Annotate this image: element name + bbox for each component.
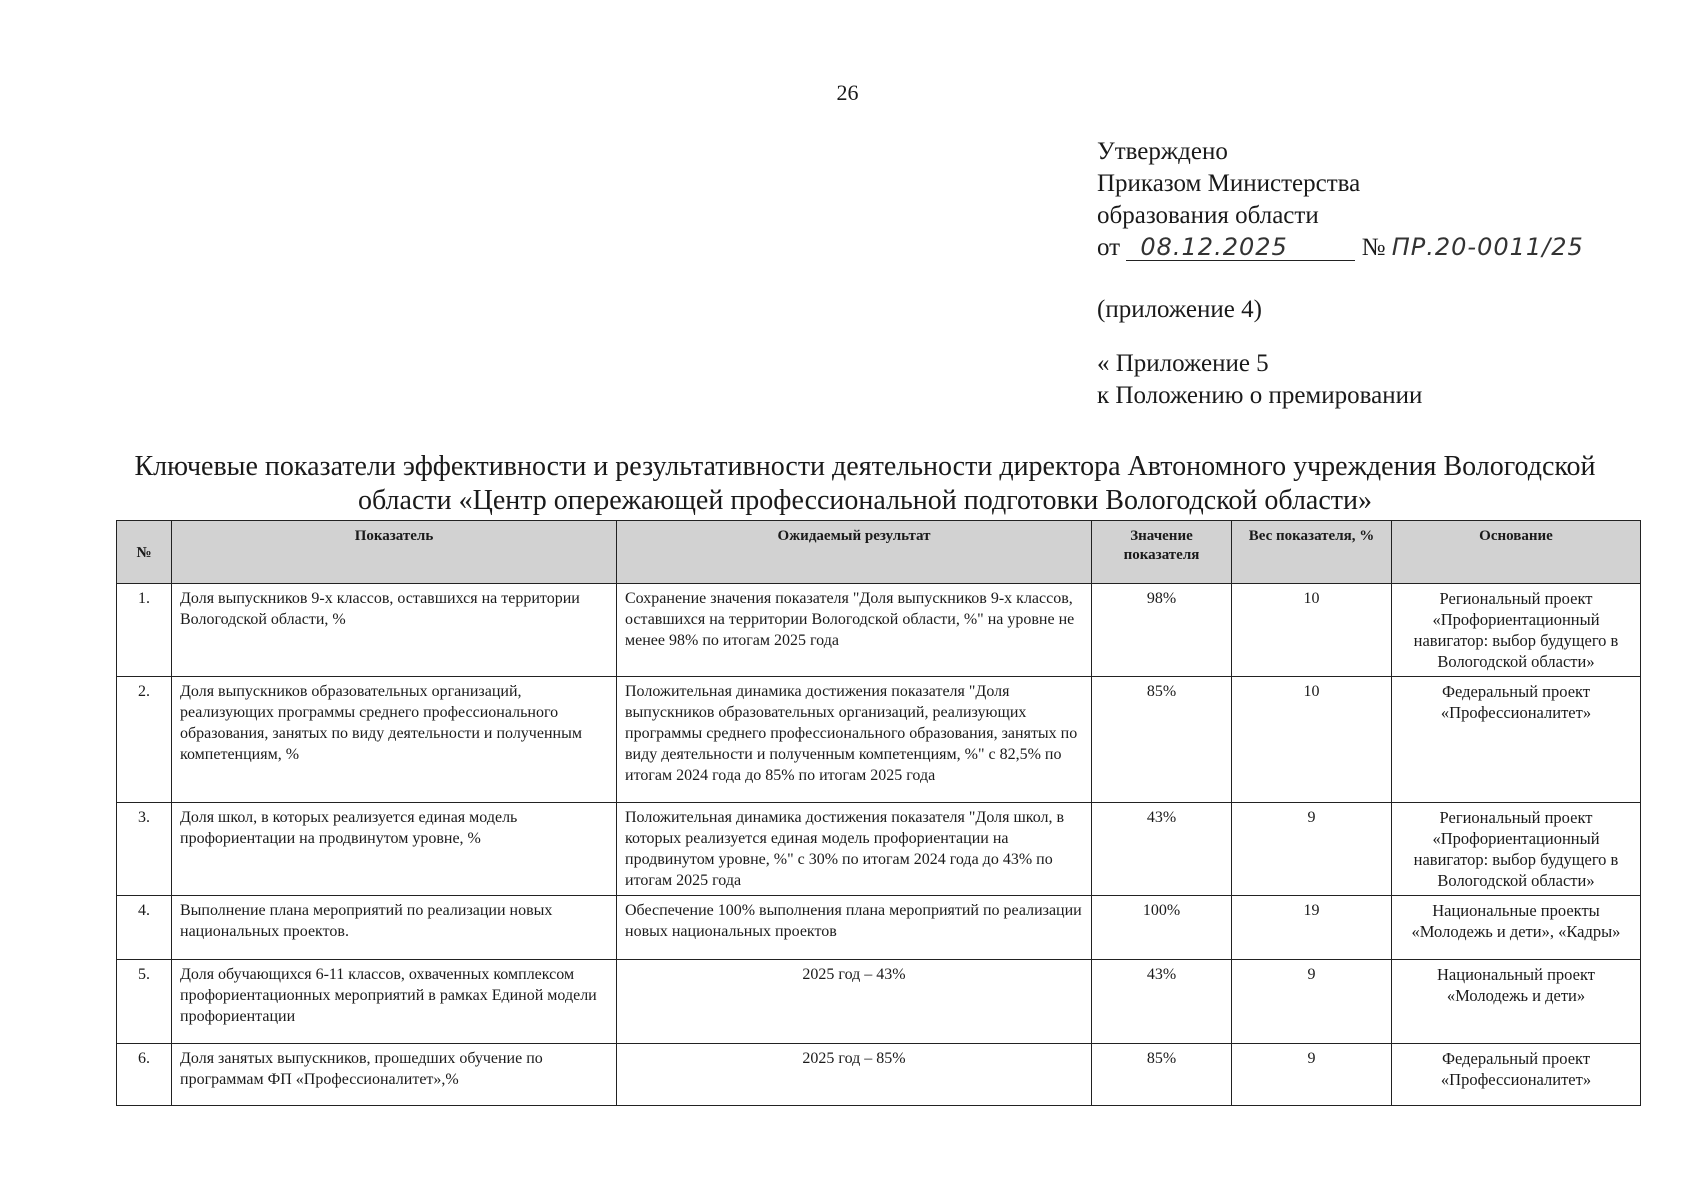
table-row xyxy=(117,803,1641,896)
row-weight: 9 xyxy=(1232,803,1392,896)
row-basis: Региональный проект «Профориентационный навигатор: выбор будущего в Вологодской области» xyxy=(1392,584,1641,677)
row-value: 85% xyxy=(1092,1044,1232,1106)
table-row xyxy=(117,960,1641,1044)
row-expected: Положительная динамика достижения показателя "Доля выпускников образовательных организаций, реализующих программы среднего профессионального образования, занятых по виду деятельности и полученным компетенциям, %" с 82,5% по итогам 2024 года до 85% по итогам 2025 года xyxy=(617,677,1092,803)
header-indicator: Показатель xyxy=(172,521,617,584)
row-basis: Национальный проект «Молодежь и дети» xyxy=(1392,960,1641,1044)
row-weight: 9 xyxy=(1232,1044,1392,1106)
approval-number-handwritten: ПР.20-0011/25 xyxy=(1391,233,1584,261)
row-no: 2. xyxy=(117,677,172,803)
approval-block xyxy=(1097,136,1647,412)
approval-date-number-line xyxy=(1097,232,1647,264)
appendix5-line1: « Приложение 5 xyxy=(1097,350,1269,377)
row-expected: 2025 год – 43% xyxy=(617,960,1092,1044)
row-no: 3. xyxy=(117,803,172,896)
approval-order-label: Приказом Министерства xyxy=(1097,170,1361,197)
row-value: 43% xyxy=(1092,803,1232,896)
row-weight: 10 xyxy=(1232,677,1392,803)
header-weight: Вес показателя, % xyxy=(1232,521,1392,584)
row-basis: Федеральный проект «Профессионалитет» xyxy=(1392,677,1641,803)
row-expected: Обеспечение 100% выполнения плана мероприятий по реализации новых национальных проектов xyxy=(617,896,1092,960)
header-value: Значение показателя xyxy=(1092,521,1232,584)
row-basis: Федеральный проект «Профессионалитет» xyxy=(1392,1044,1641,1106)
row-no: 5. xyxy=(117,960,172,1044)
row-weight: 9 xyxy=(1232,960,1392,1044)
row-indicator: Доля школ, в которых реализуется единая модель профориентации на продвинутом уровне, % xyxy=(172,803,617,896)
row-value: 43% xyxy=(1092,960,1232,1044)
approval-from-label: от xyxy=(1097,234,1121,261)
row-indicator: Доля обучающихся 6-11 классов, охваченных комплексом профориентационных мероприятий в рамках Единой модели профориентации xyxy=(172,960,617,1044)
row-weight: 19 xyxy=(1232,896,1392,960)
row-indicator: Доля выпускников 9-х классов, оставшихся на территории Вологодской области, % xyxy=(172,584,617,677)
header-expected: Ожидаемый результат xyxy=(617,521,1092,584)
page-number: 26 xyxy=(836,80,859,105)
table-row xyxy=(117,677,1641,803)
row-weight: 10 xyxy=(1232,584,1392,677)
kpi-table xyxy=(116,520,1641,1106)
row-indicator: Доля выпускников образовательных организаций, реализующих программы среднего профессионального образования, занятых по виду деятельности и полученным компетенциям, % xyxy=(172,677,617,803)
approval-number-label: № xyxy=(1361,234,1386,261)
row-indicator: Выполнение плана мероприятий по реализации новых национальных проектов. xyxy=(172,896,617,960)
header-basis: Основание xyxy=(1392,521,1641,584)
appendix5-line2: к Положению о премировании xyxy=(1097,382,1423,409)
row-no: 4. xyxy=(117,896,172,960)
table-row xyxy=(117,1044,1641,1106)
row-basis: Региональный проект «Профориентационный навигатор: выбор будущего в Вологодской области» xyxy=(1392,803,1641,896)
table-header-row xyxy=(117,521,1641,584)
row-no: 6. xyxy=(117,1044,172,1106)
appendix-note: (приложение 4) xyxy=(1097,296,1262,323)
document-title: Ключевые показатели эффективности и результативности деятельности директора Автономного учреждения Вологодской области «Центр опережающей профессиональной подготовки Вологодской области» xyxy=(134,451,1596,516)
approval-date-handwritten: 08.12.2025 xyxy=(1126,234,1355,261)
row-basis: Национальные проекты «Молодежь и дети», «Кадры» xyxy=(1392,896,1641,960)
row-expected: Сохранение значения показателя "Доля выпускников 9-х классов, оставшихся на территории Вологодской области, %" на уровне не менее 98% по итогам 2025 года xyxy=(617,584,1092,677)
row-no: 1. xyxy=(117,584,172,677)
row-expected: 2025 год – 85% xyxy=(617,1044,1092,1106)
approval-approved-label: Утверждено xyxy=(1097,138,1228,165)
row-value: 98% xyxy=(1092,584,1232,677)
table-row xyxy=(117,896,1641,960)
row-value: 85% xyxy=(1092,677,1232,803)
row-value: 100% xyxy=(1092,896,1232,960)
approval-ministry-label: образования области xyxy=(1097,202,1319,229)
table-row xyxy=(117,584,1641,677)
header-no: № xyxy=(117,521,172,584)
row-indicator: Доля занятых выпускников, прошедших обучение по программам ФП «Профессионалитет»,% xyxy=(172,1044,617,1106)
row-expected: Положительная динамика достижения показателя "Доля школ, в которых реализуется единая модель профориентации на продвинутом уровне, %" с 30% по итогам 2024 года до 43% по итогам 2025 года xyxy=(617,803,1092,896)
